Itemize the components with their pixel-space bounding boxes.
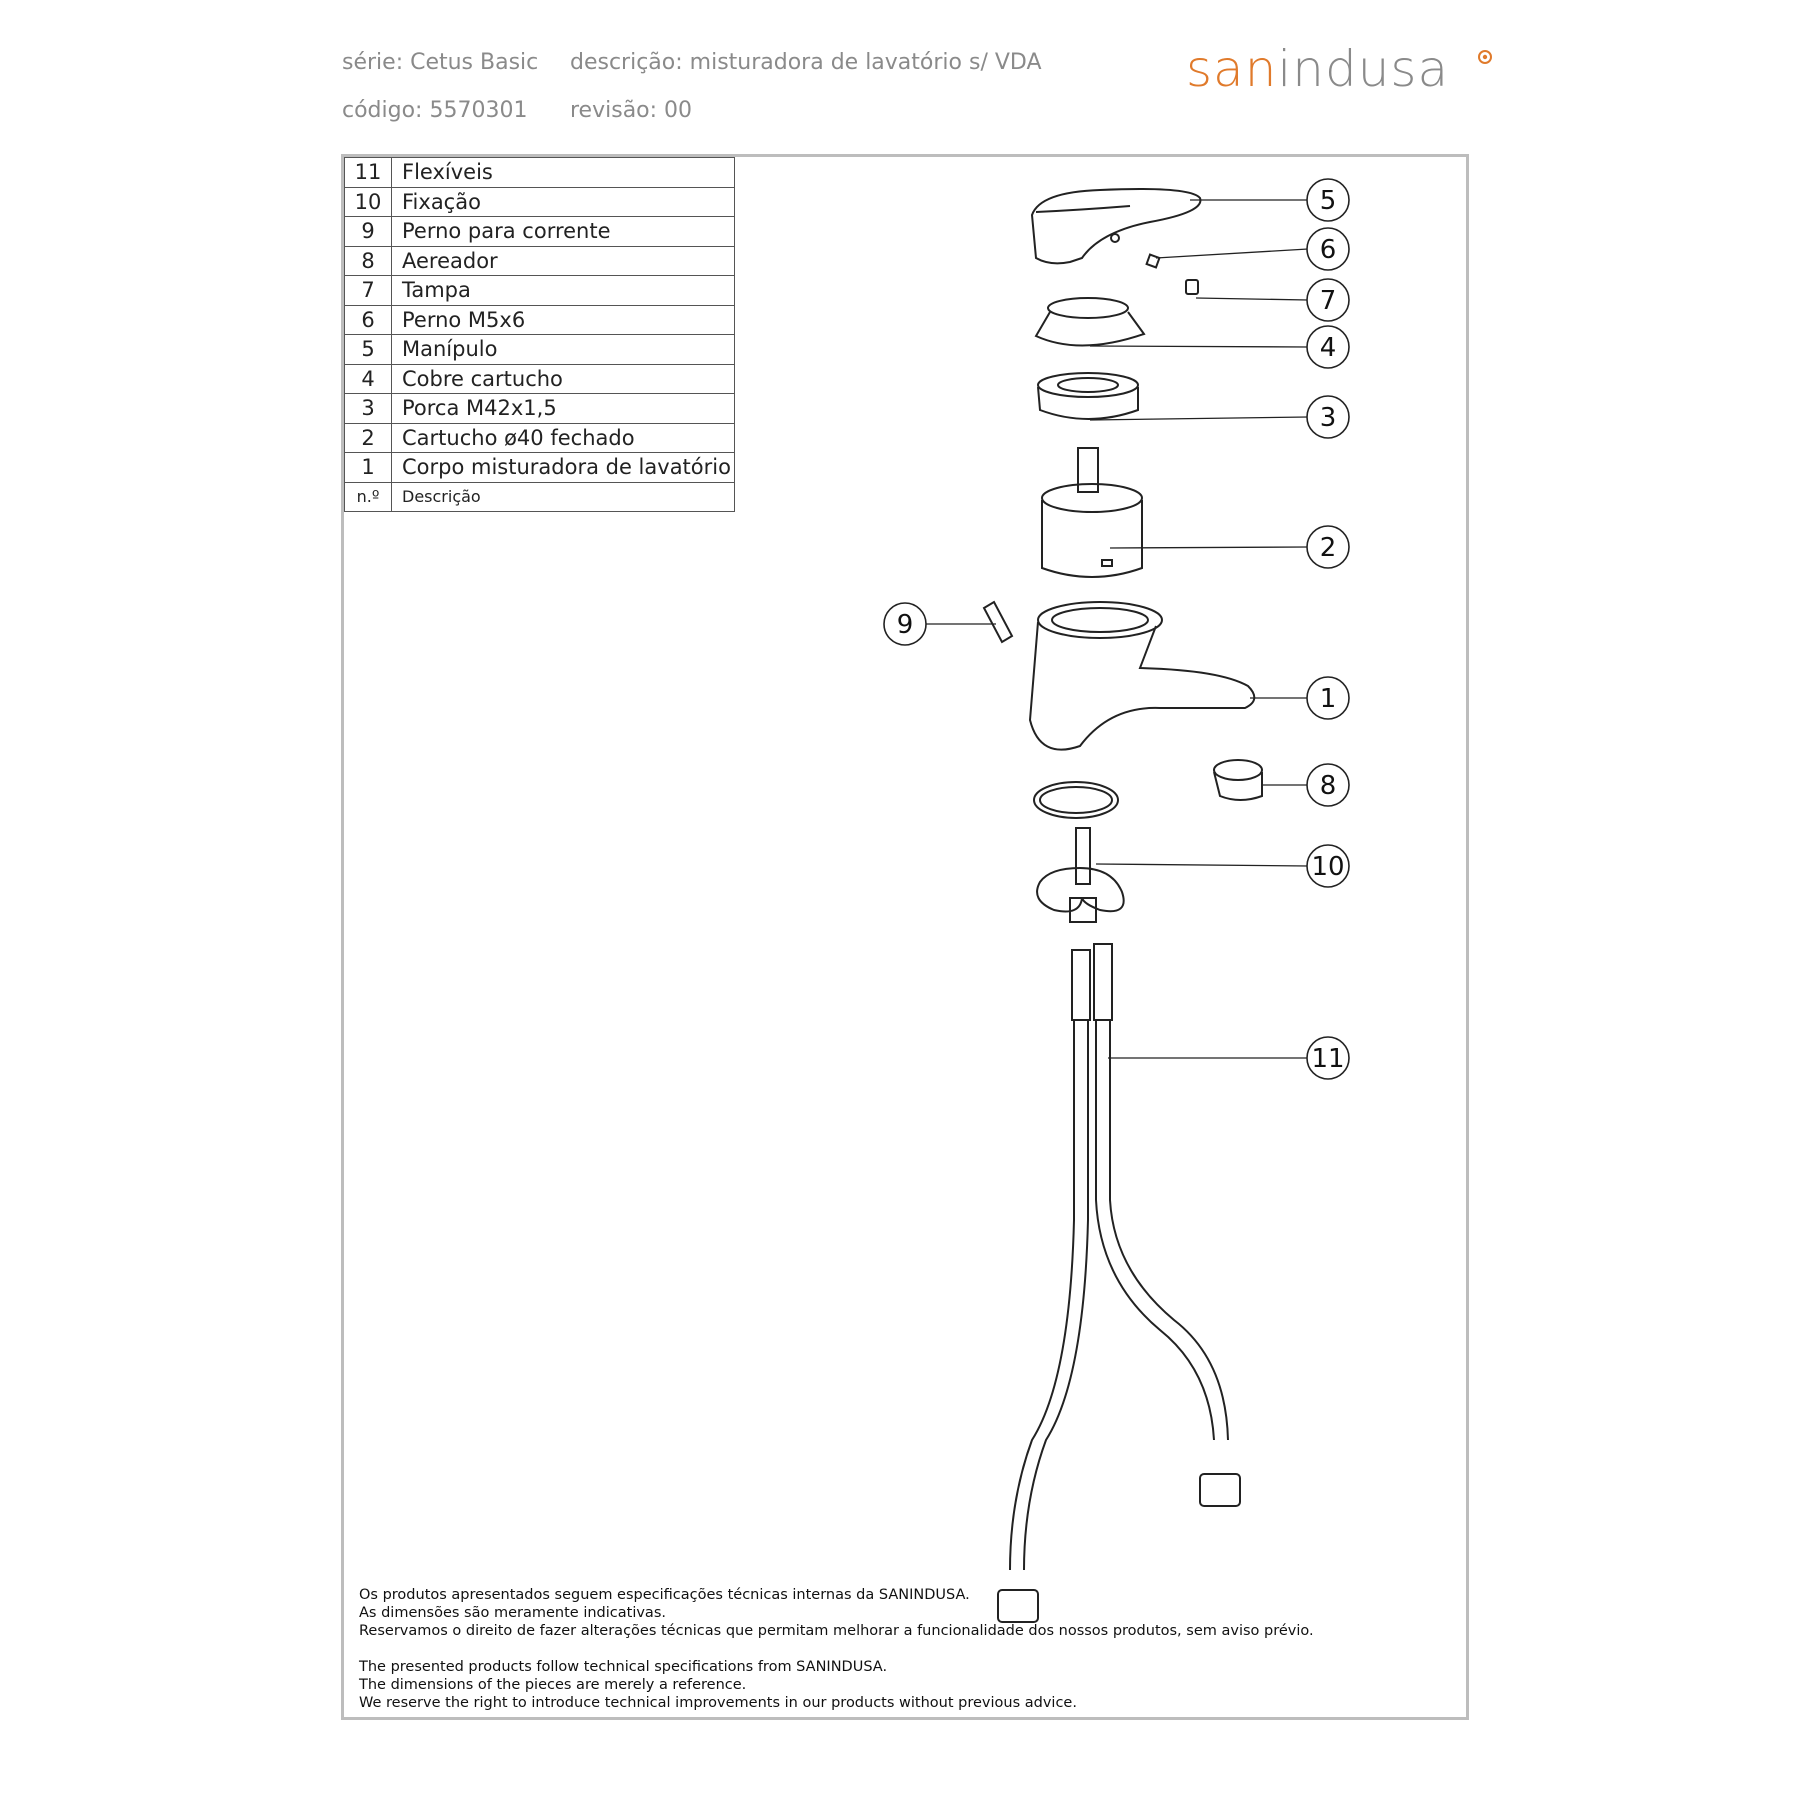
part-number: 1 [345, 453, 392, 483]
leader-lines [926, 200, 1308, 1058]
nut-part [1038, 373, 1138, 419]
revision-label: revisão: 00 [570, 98, 693, 123]
logo-text-indusa: indusa [1277, 40, 1450, 98]
callout-label: 2 [1319, 533, 1337, 563]
part-description: Fixação [392, 187, 735, 217]
part-description: Porca M42x1,5 [392, 394, 735, 424]
logo-text-san: san [1186, 40, 1278, 98]
part-number: 5 [345, 335, 392, 365]
o-ring-inner [1040, 787, 1112, 813]
part-description: Cobre cartucho [392, 364, 735, 394]
part-number: 2 [345, 423, 392, 453]
fixation-part [1037, 828, 1124, 922]
callout-6 [1307, 228, 1349, 270]
column-header-description: Descrição [392, 482, 735, 512]
callout-8 [1307, 764, 1349, 806]
screw-part [1147, 255, 1160, 268]
note-en-1: The presented products follow technical specifications from SANINDUSA. [359, 1659, 888, 1675]
part-number: 9 [345, 217, 392, 247]
callout-11 [1307, 1037, 1349, 1079]
part-number: 3 [345, 394, 392, 424]
callout-label: 8 [1319, 771, 1337, 801]
part-description: Manípulo [392, 335, 735, 365]
part-description: Aereador [392, 246, 735, 276]
aerator-part [1214, 760, 1262, 800]
part-description: Cartucho ø40 fechado [392, 423, 735, 453]
flexible-hoses-part [998, 944, 1240, 1622]
callout-label: 7 [1319, 286, 1337, 316]
callout-4 [1307, 326, 1349, 368]
part-number: 8 [345, 246, 392, 276]
callout-1 [1307, 677, 1349, 719]
part-description: Tampa [392, 276, 735, 306]
handle-part [1032, 189, 1200, 263]
part-description: Flexíveis [392, 158, 735, 188]
cartridge-part [1042, 448, 1142, 577]
callout-7 [1307, 279, 1349, 321]
cap-part [1186, 280, 1198, 294]
callout-5 [1307, 179, 1349, 221]
mixer-body-part [1030, 602, 1254, 750]
callout-label: 11 [1311, 1044, 1345, 1074]
callout-label: 6 [1319, 235, 1337, 265]
note-pt-3: Reservamos o direito de fazer alterações técnicas que permitam melhorar a funcionalidade dos nossos produtos, sem aviso prévio. [359, 1623, 1314, 1639]
callout-label: 5 [1319, 186, 1337, 216]
description-label: descrição: misturadora de lavatório s/ VDA [570, 50, 1042, 75]
callout-label: 4 [1319, 333, 1337, 363]
callout-label: 9 [896, 610, 914, 640]
cartridge-cover-part [1036, 298, 1144, 346]
part-description: Perno para corrente [392, 217, 735, 247]
callout-label: 3 [1319, 403, 1337, 433]
part-description: Perno M5x6 [392, 305, 735, 335]
part-number: 4 [345, 364, 392, 394]
serie-label: série: Cetus Basic [342, 50, 539, 75]
chain-pin-part [984, 602, 1012, 642]
part-number: 6 [345, 305, 392, 335]
code-label: código: 5570301 [342, 98, 528, 123]
callout-label: 10 [1311, 852, 1345, 882]
callout-3 [1307, 396, 1349, 438]
part-description: Corpo misturadora de lavatório [392, 453, 735, 483]
column-header-number: n.º [345, 482, 392, 512]
callout-2 [1307, 526, 1349, 568]
part-number: 11 [345, 158, 392, 188]
note-en-3: We reserve the right to introduce technical improvements in our products without previous advice. [359, 1695, 1077, 1711]
note-en-2: The dimensions of the pieces are merely a reference. [359, 1677, 747, 1693]
callout-label: 1 [1319, 684, 1337, 714]
note-pt-2: As dimensões são meramente indicativas. [359, 1605, 666, 1621]
callout-10 [1307, 845, 1349, 887]
part-number: 7 [345, 276, 392, 306]
callout-9 [884, 603, 926, 645]
part-number: 10 [345, 187, 392, 217]
note-pt-1: Os produtos apresentados seguem especificações técnicas internas da SANINDUSA. [359, 1587, 970, 1603]
disclaimer-notes [359, 1586, 1314, 1712]
